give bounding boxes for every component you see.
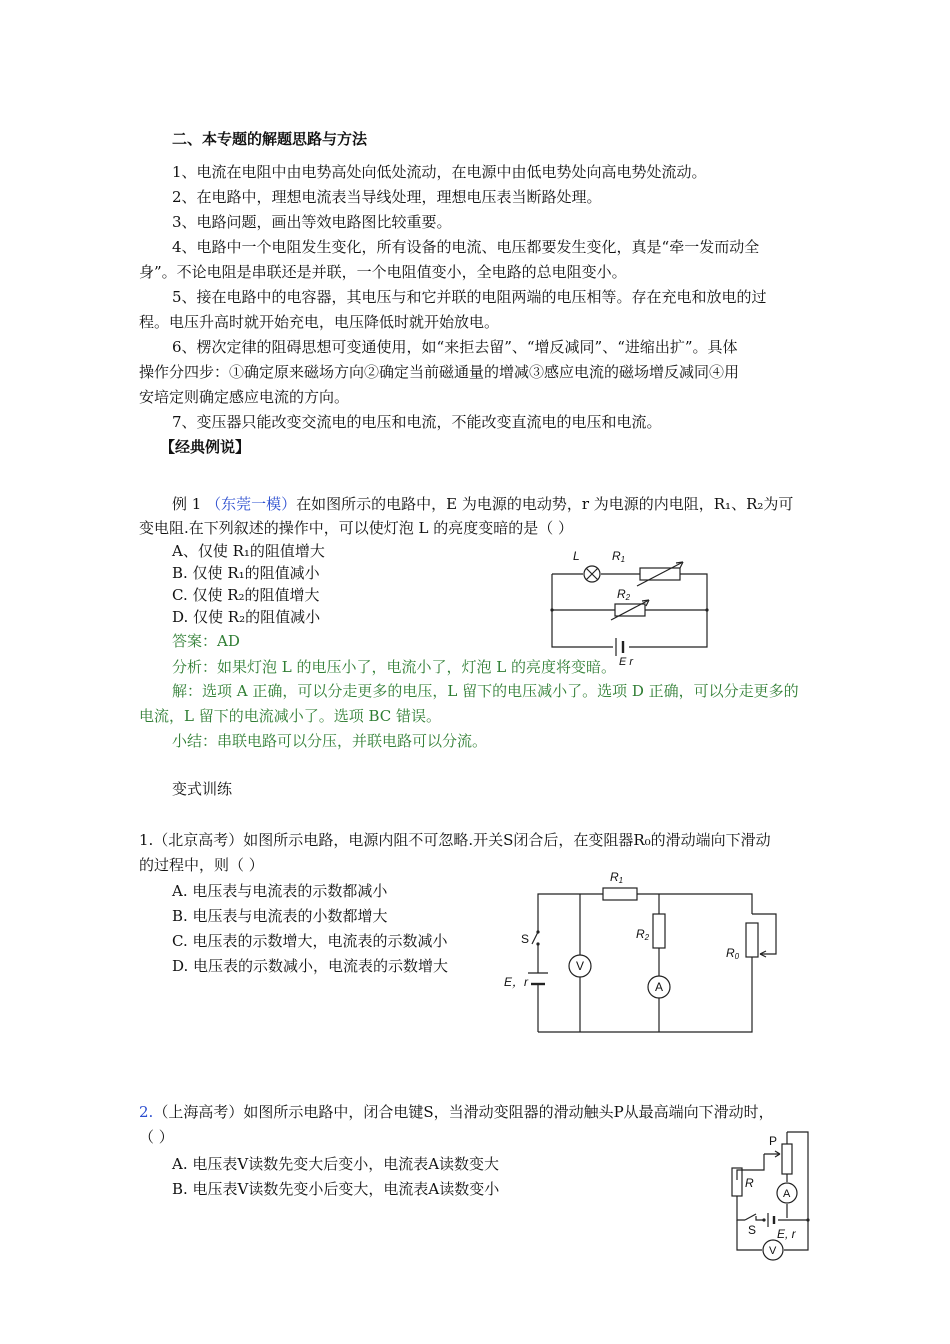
q2-voltmeter-symbol: V xyxy=(769,1245,777,1257)
example1-summary: 小结：串联电路可以分压，并联电路可以分流。 xyxy=(172,732,488,750)
classic-examples-title: 【经典例说】 xyxy=(160,438,251,456)
ammeter-symbol: A xyxy=(655,980,664,994)
q2-circuit-diagram xyxy=(728,1126,814,1266)
q1-option-b: B. 电压表与电流表的小数都增大 xyxy=(172,907,388,925)
q2-p-label: P xyxy=(769,1134,778,1148)
q2-number: 2. xyxy=(139,1103,154,1121)
lamp-label: L xyxy=(573,549,580,563)
example1-option-a: A、仅使 R₁的阻值增大 xyxy=(172,542,325,560)
q2-text-a xyxy=(139,1101,774,1123)
method-paragraph-4a: 4、电路中一个电阻发生变化，所有设备的电流、电压都要发生变化，真是“牵一发而动全 xyxy=(172,238,760,256)
q1-text-b: 的过程中，则（ ） xyxy=(139,856,264,874)
example1-answer: 答案：AD xyxy=(172,632,240,650)
example1-analysis: 分析：如果灯泡 L 的电压小了，电流小了，灯泡 L 的亮度将变暗。 xyxy=(172,658,616,676)
section-heading: 二、本专题的解题思路与方法 xyxy=(172,130,368,148)
q1-source-label: E，r xyxy=(504,975,529,989)
q2-option-b: B. 电压表V读数先变小后变大，电流表A读数变小 xyxy=(172,1180,500,1198)
example1-option-d: D. 仅使 R₂的阻值减小 xyxy=(172,608,321,626)
q1-r0-label: R0 xyxy=(726,946,740,961)
q1-switch-label: S xyxy=(521,932,530,946)
method-paragraph-6a: 6、楞次定律的阻碍思想可变通使用，如“来拒去留”、“增反减同”、“进缩出扩”。具体 xyxy=(172,338,738,356)
method-paragraph-6c: 安培定则确定感应电流的方向。 xyxy=(139,388,350,406)
example1-line-a xyxy=(172,493,793,515)
voltmeter-symbol: V xyxy=(576,959,585,973)
example1-option-b: B. 仅使 R₁的阻值减小 xyxy=(172,564,320,582)
source-label: E r xyxy=(619,656,634,668)
q1-option-a: A. 电压表与电流表的示数都减小 xyxy=(172,882,388,900)
method-paragraph-1: 1、电流在电阻中由电势高处向低处流动，在电源中由低电势处向高电势处流动。 xyxy=(172,163,707,181)
method-paragraph-5b: 程。电压升高时就开始充电，电压降低时就开始放电。 xyxy=(139,313,500,331)
q1-option-d: D. 电压表的示数减小，电流表的示数增大 xyxy=(172,957,449,975)
example1-text-a: 在如图所示的电路中，E 为电源的电动势，r 为电源的内电阻，R₁、R₂为可 xyxy=(296,495,794,513)
method-paragraph-7: 7、变压器只能改变交流电的电压和电流，不能改变直流电的电压和电流。 xyxy=(172,413,662,431)
example1-solution-b: 电流，L 留下的电流减小了。选项 BC 错误。 xyxy=(139,707,442,725)
example1-prefix: 例 1 xyxy=(172,495,207,513)
q2-option-a: A. 电压表V读数先变大后变小，电流表A读数变大 xyxy=(172,1155,500,1173)
q1-option-c: C. 电压表的示数增大，电流表的示数减小 xyxy=(172,932,448,950)
q2-switch-label: S xyxy=(748,1223,757,1237)
example1-source: （东莞一模） xyxy=(206,495,297,513)
method-paragraph-4b: 身”。不论电阻是串联还是并联，一个电阻值变小，全电路的总电阻变小。 xyxy=(139,263,627,281)
q2-ammeter-symbol: A xyxy=(783,1188,791,1200)
variant-training-title: 变式训练 xyxy=(172,780,233,798)
q1-text-a: 1.（北京高考）如图所示电路，电源内阻不可忽略.开关S闭合后，在变阻器R₀的滑动端向下滑动 xyxy=(139,831,771,849)
method-paragraph-3: 3、电路问题，画出等效电路图比较重要。 xyxy=(172,213,452,231)
method-paragraph-2: 2、在电路中，理想电流表当导线处理，理想电压表当断路处理。 xyxy=(172,188,602,206)
q1-r1-label: R1 xyxy=(610,870,624,885)
example1-line-b: 变电阻.在下列叙述的操作中，可以使灯泡 L 的亮度变暗的是（ ） xyxy=(139,519,574,537)
q2-text-a-body: （上海高考）如图所示电路中，闭合电键S，当滑动变阻器的滑动触头P从最高端向下滑动时， xyxy=(153,1103,774,1121)
q2-source-label: E, r xyxy=(777,1227,796,1241)
example1-solution-a: 解：选项 A 正确，可以分走更多的电压，L 留下的电压减小了。选项 D 正确，可以分走更多的 xyxy=(172,682,799,700)
example1-option-c: C. 仅使 R₂的阻值增大 xyxy=(172,586,320,604)
q2-r-label: R xyxy=(745,1176,754,1190)
q2-text-b: （ ） xyxy=(139,1128,174,1146)
r1-label: R1 xyxy=(612,549,626,564)
r2-label: R2 xyxy=(617,587,631,602)
example1-circuit-diagram xyxy=(545,540,715,670)
q1-r2-label: R2 xyxy=(636,927,650,942)
q1-circuit-diagram xyxy=(500,866,805,1038)
method-paragraph-6b: 操作分四步：①确定原来磁场方向②确定当前磁通量的增减③感应电流的磁场增反减同④用 xyxy=(139,363,740,381)
method-paragraph-5a: 5、接在电路中的电容器，其电压与和它并联的电阻两端的电压相等。存在充电和放电的过 xyxy=(172,288,767,306)
